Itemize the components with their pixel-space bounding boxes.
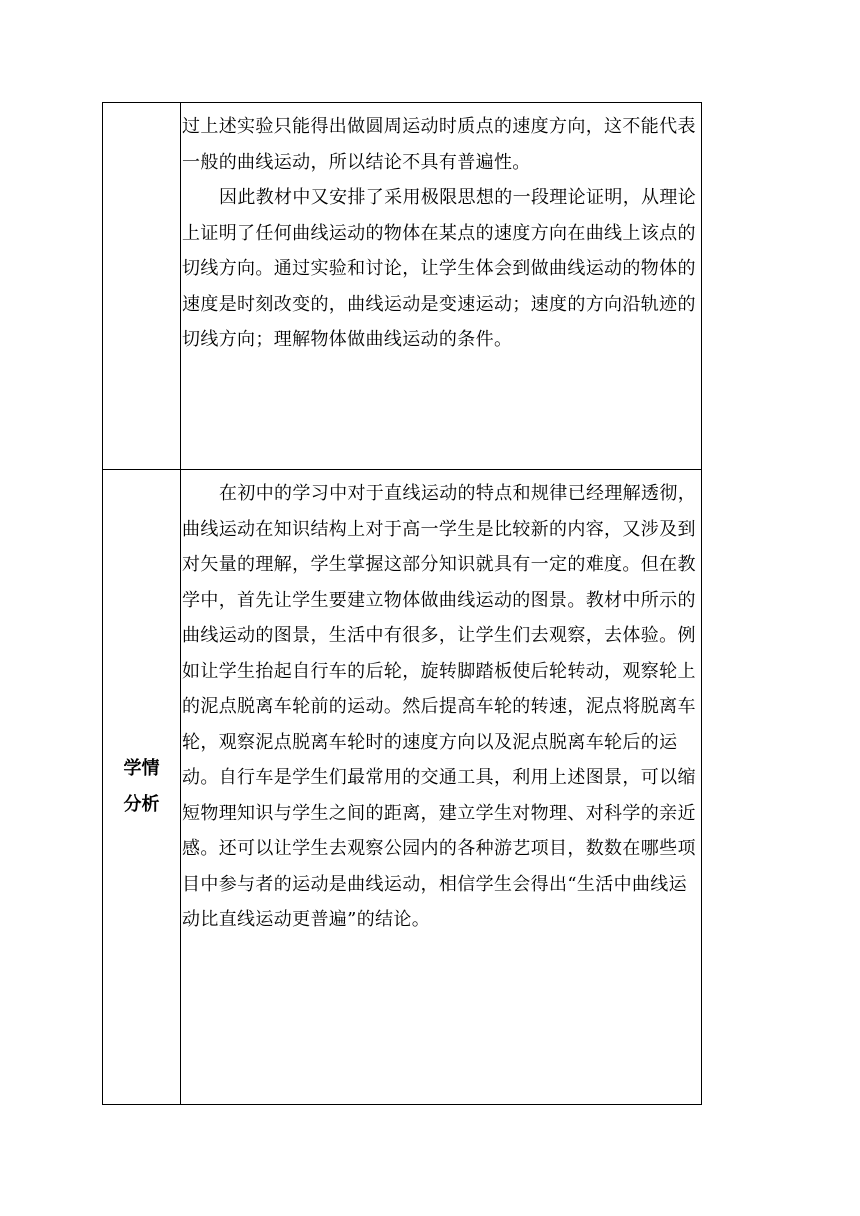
lesson-plan-table — [102, 102, 702, 1105]
row-content-cell — [181, 103, 702, 470]
row-label-cell — [103, 470, 181, 1105]
row-content-cell — [181, 470, 702, 1105]
row-label-cell — [103, 103, 181, 470]
paragraph: 过上述实验只能得出做圆周运动时质点的速度方向，这不能代表一般的曲线运动，所以结论不具有普遍性。 — [182, 116, 696, 173]
paragraph: 因此教材中又安排了采用极限思想的一段理论证明，从理论上证明了任何曲线运动的物体在某点的速度方向在曲线上该点的切线方向。通过实验和讨论，让学生体会到做曲线运动的物体的速度是时刻改变的，曲线运动是变速运动；速度的方向沿轨迹的切线方向；理解物体做曲线运动的条件。 — [182, 187, 697, 350]
row-label: 学情 — [123, 758, 160, 779]
paragraph: 在初中的学习中对于直线运动的特点和规律已经理解透彻，曲线运动在知识结构上对于高一学生是比较新的内容，又涉及到对矢量的理解，学生掌握这部分知识就具有一定的难度。但在教学中，首先让学生要建立物体做曲线运动的图景。教材中所示的曲线运动的图景，生活中有很多，让学生们去观察，去体验。例如让学生抬起自行车的后轮，旋转脚踏板使后轮转动，观察轮上的泥点脱离车轮前的运动。然后提高车轮的转速，泥点将脱离车轮，观察泥点脱离车轮时的速度方向以及泥点脱离车轮后的运动。自行车是学生们最常用的交通工具，利用上述图景，可以缩短物理知识与学生之间的距离，建立学生对物理、对科学的亲近感。还可以让学生去观察公园内的各种游艺项目，数数在哪些项目中参与者的运动是曲线运动，相信学生会得出“生活中曲线运动比直线运动更普遍”的结论。 — [182, 483, 697, 930]
table-row — [103, 103, 702, 470]
row-label: 分析 — [123, 794, 160, 815]
table-row — [103, 470, 702, 1105]
